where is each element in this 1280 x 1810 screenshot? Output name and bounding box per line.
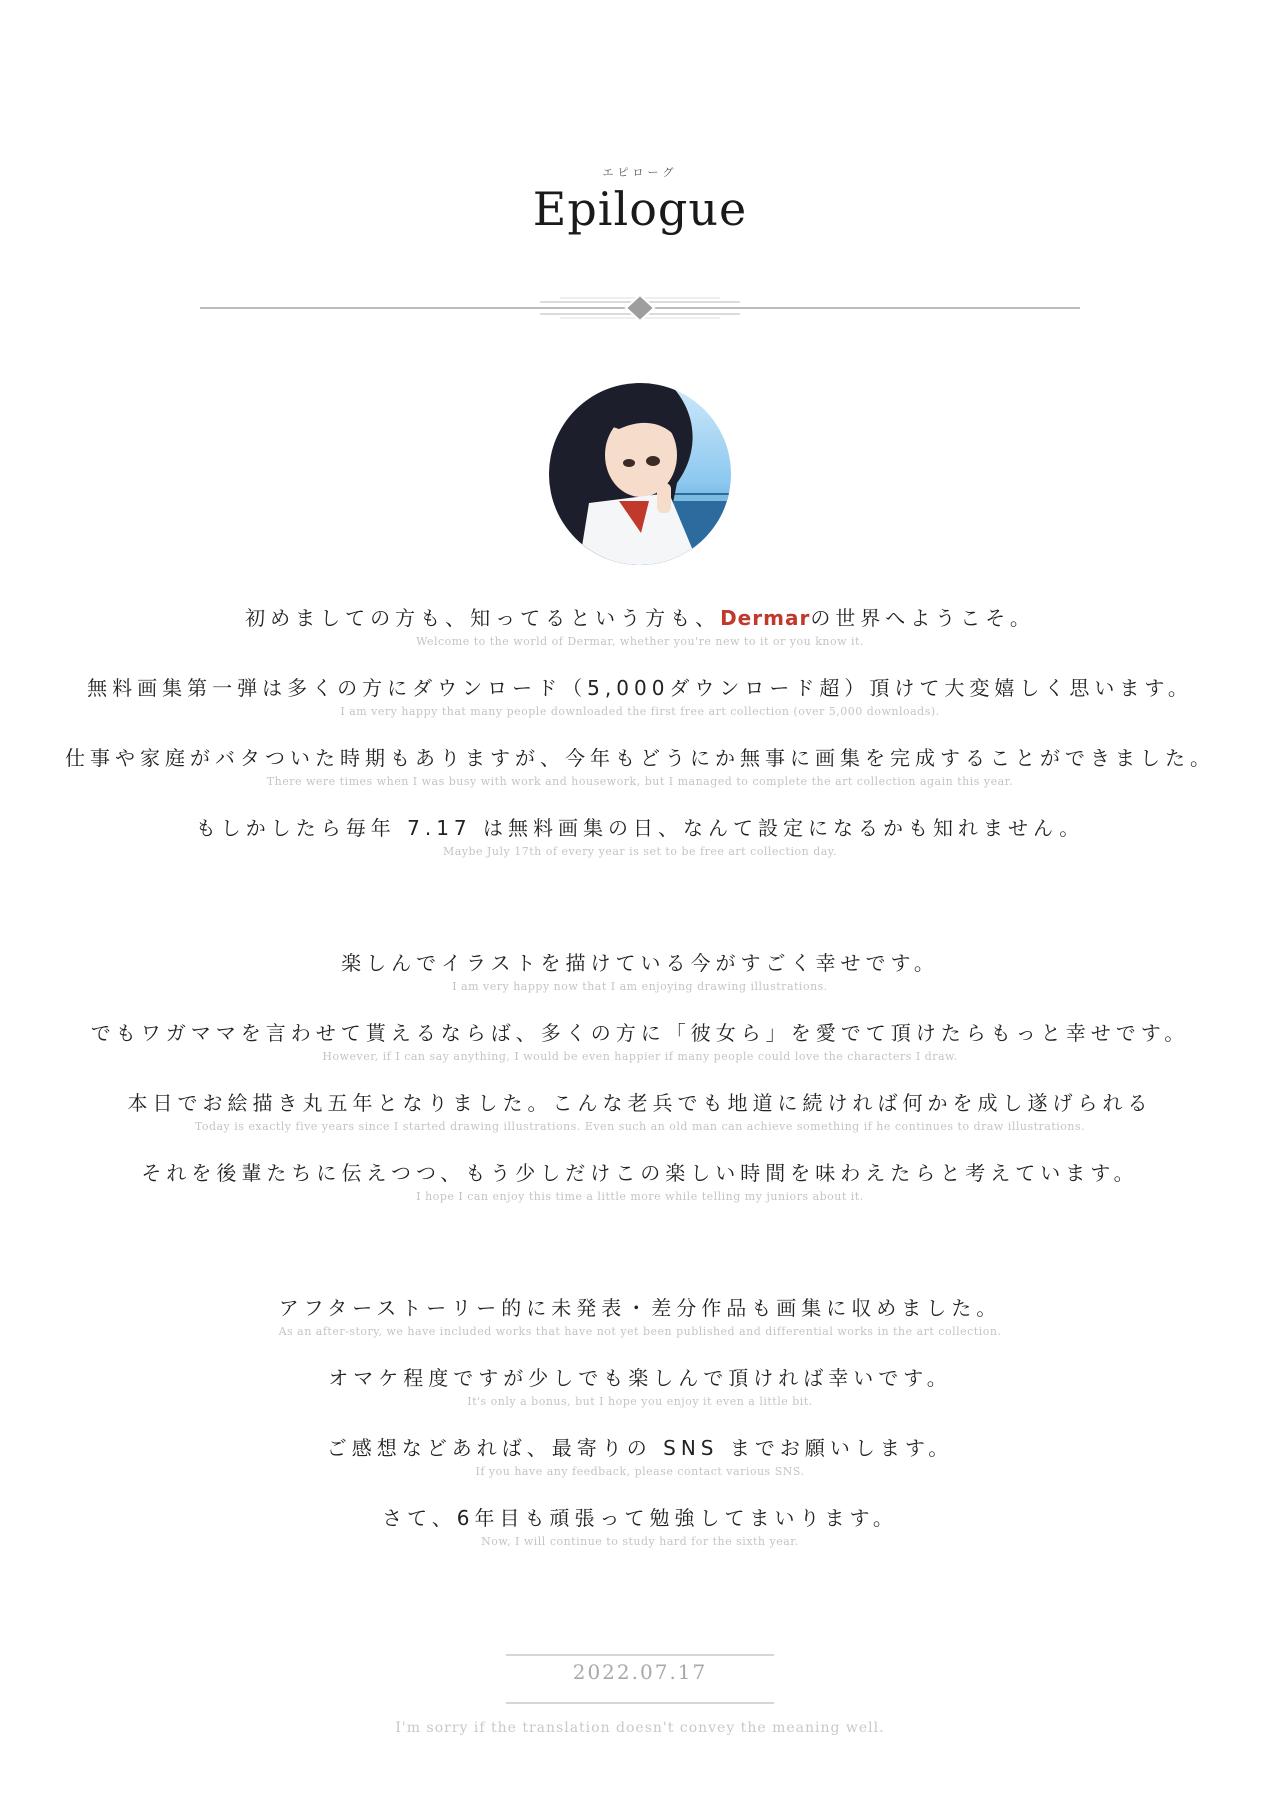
en-translation: Maybe July 17th of every year is set to be free art collection day. bbox=[442, 845, 838, 858]
en-translation: I hope I can enjoy this time a little more while telling my juniors about it. bbox=[416, 1190, 864, 1203]
en-translation: If you have any feedback, please contact various SNS. bbox=[475, 1465, 805, 1478]
jp-line: でもワガママを言わせて貰えるならば、多くの方に「彼女ら」を愛でて頂けたらもっと幸せです。 bbox=[90, 1021, 1190, 1045]
title-furigana: エピローグ bbox=[602, 166, 678, 179]
translation-note: I'm sorry if the translation doesn't convey the meaning well. bbox=[395, 1720, 885, 1736]
date-stamp: 2022.07.17 bbox=[572, 1660, 708, 1684]
jp-line: もしかしたら毎年 7.17 は無料画集の日、なんて設定になるかも知れません。 bbox=[195, 816, 1085, 840]
jp-line: オマケ程度ですが少しでも楽しんで頂ければ幸いです。 bbox=[328, 1366, 952, 1390]
en-translation: Now, I will continue to study hard for the sixth year. bbox=[481, 1535, 799, 1548]
ornamental-divider-icon bbox=[200, 292, 1080, 324]
en-translation: There were times when I was busy with work and housework, but I managed to complete the art collection again this year. bbox=[266, 775, 1014, 788]
en-translation: Welcome to the world of Dermar, whether you're new to it or you know it. bbox=[416, 635, 864, 648]
page-title: Epilogue bbox=[532, 182, 748, 236]
jp-line: さて、6年目も頑張って勉強してまいります。 bbox=[382, 1506, 898, 1530]
jp-text: 初めましての方も、知ってるという方も、 bbox=[245, 606, 721, 630]
en-translation: However, if I can say anything, I would be even happier if many people could love the characters I draw. bbox=[322, 1050, 958, 1063]
en-translation: It's only a bonus, but I hope you enjoy it even a little bit. bbox=[467, 1395, 813, 1408]
date-divider-top bbox=[506, 1654, 774, 1656]
date-divider-bottom bbox=[506, 1702, 774, 1704]
jp-line: 本日でお絵描き丸五年となりました。こんな老兵でも地道に続ければ何かを成し遂げられる bbox=[127, 1091, 1153, 1115]
paragraph-section-1 bbox=[0, 603, 1280, 883]
jp-line: 無料画集第一弾は多くの方にダウンロード（5,000ダウンロード超）頂けて大変嬉しく思います。 bbox=[87, 676, 1193, 700]
artist-portrait-avatar bbox=[549, 383, 731, 565]
jp-line: アフターストーリー的に未発表・差分作品も画集に収めました。 bbox=[278, 1296, 1002, 1320]
en-translation: As an after-story, we have included works that have not yet been published and differential works in the art collection. bbox=[278, 1325, 1002, 1338]
en-translation: I am very happy now that I am enjoying drawing illustrations. bbox=[452, 980, 828, 993]
jp-line: 楽しんでイラストを描けている今がすごく幸せです。 bbox=[341, 951, 939, 975]
jp-text: の世界へようこそ。 bbox=[810, 606, 1035, 630]
avatar bbox=[549, 383, 731, 565]
paragraph-section-2 bbox=[0, 948, 1280, 1228]
jp-line: 仕事や家庭がバタついた時期もありますが、今年もどうにか無事に画集を完成することができました。 bbox=[65, 746, 1215, 770]
en-translation: Today is exactly five years since I started drawing illustrations. Even such an old man can achieve something if he continues to draw illustrations. bbox=[194, 1120, 1086, 1133]
jp-line bbox=[0, 603, 1280, 633]
jp-line: ご感想などあれば、最寄りの SNS までお願いします。 bbox=[326, 1436, 954, 1460]
jp-line: それを後輩たちに伝えつつ、もう少しだけこの楽しい時間を味わえたらと考えています。 bbox=[141, 1161, 1139, 1185]
paragraph-section-3 bbox=[0, 1293, 1280, 1573]
en-translation: I am very happy that many people downloaded the first free art collection (over 5,000 downloads). bbox=[340, 705, 940, 718]
brand-name: Dermar bbox=[720, 606, 811, 630]
